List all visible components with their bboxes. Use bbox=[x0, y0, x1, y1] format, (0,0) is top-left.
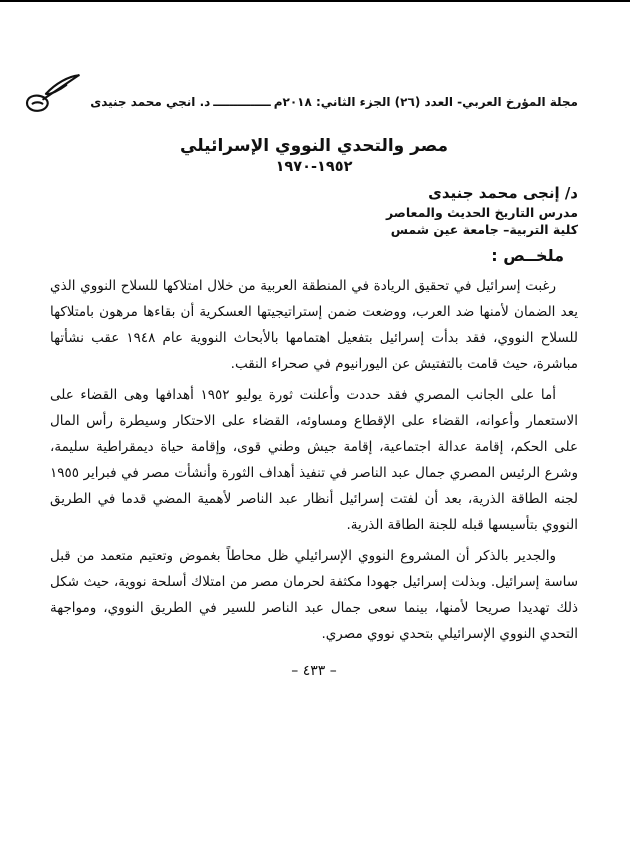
author-position: مدرس التاريخ الحديث والمعاصر bbox=[386, 205, 578, 220]
abstract-paragraph-1: رغبت إسرائيل في تحقيق الريادة في المنطقة العربية من خلال امتلاكها للسلاح النووي الذي يعد الضمان لأمنها ضد العرب، ووضعت ضمن إستراتيجيتها العسكرية أن بقاءها مرهون بامتلاكها للسلاح النووي، فقد بدأت إسرائيل بتفعيل اهتمامها بالأبحاث النووية عام ١٩٤٨ عقب نشأتها مباشرة، حيث قامت بالتفتيش عن اليورانيوم في صحراء النقب. bbox=[50, 278, 579, 372]
author-name: د/ إنجى محمد جنيدى bbox=[428, 184, 578, 202]
article-title: مصر والتحدي النووي الإسرائيلي bbox=[180, 136, 448, 156]
page-number: – ٤٣٣ – bbox=[291, 663, 337, 679]
header-author-name: د. انجي محمد جنيدى bbox=[90, 95, 211, 109]
abstract-paragraph-3: والجدير بالذكر أن المشروع النووي الإسرائيلي ظل محاطاً بغموض وتعتيم متعمد من قبل ساسة إسرائيل. وبذلت إسرائيل جهودا مكثفة لحرمان مصر من امتلاك أسلحة نووية، حيث شكل ذلك تهديدا صريحا لأمنها، بينما سعى جمال عبد الناصر للسير في الطريق النووي، ومواجهة التحدي النووي الإسرائيلي بتحدي نووي مصري. bbox=[50, 548, 578, 642]
author-block bbox=[386, 183, 578, 238]
abstract-heading: ملخــص : bbox=[491, 246, 564, 265]
author-affiliation: كلية التربية– جامعة عين شمس bbox=[390, 222, 578, 237]
journal-issue-info: مجلة المؤرخ العربي- العدد (٢٦) الجزء الثاني: ٢٠١٨م bbox=[273, 95, 578, 109]
running-header bbox=[50, 80, 578, 124]
header-separator-rule: ــــــــــــــ bbox=[213, 95, 271, 109]
abstract-paragraph-2: أما على الجانب المصري فقد حددت وأعلنت ثورة يوليو ١٩٥٢ أهدافها وهى القضاء على الاستعمار وأعوانه، القضاء على الإقطاع ومساوئه، القضاء على الاحتكار وسيطرة رأس المال على الحكم، إقامة عدالة اجتماعية، إقامة جيش وطني قوى، وإقامة حياة ديمقراطية سليمة، وشرع الرئيس المصري جمال عبد الناصر في تنفيذ أهداف الثورة وأنشأت مصر في فبراير ١٩٥٥ لجنه الطاقة الذرية، بعد أن لفتت إسرائيل أنظار عبد الناصر لأهمية المضي قدما في الطريق النووي بتأسيسها قبله للجنة الطاقة الذرية. bbox=[50, 387, 578, 533]
scan-top-edge-line bbox=[0, 0, 630, 2]
article-years: ١٩٥٢-١٩٧٠ bbox=[275, 159, 353, 175]
quill-pen-hand-icon bbox=[22, 71, 84, 118]
